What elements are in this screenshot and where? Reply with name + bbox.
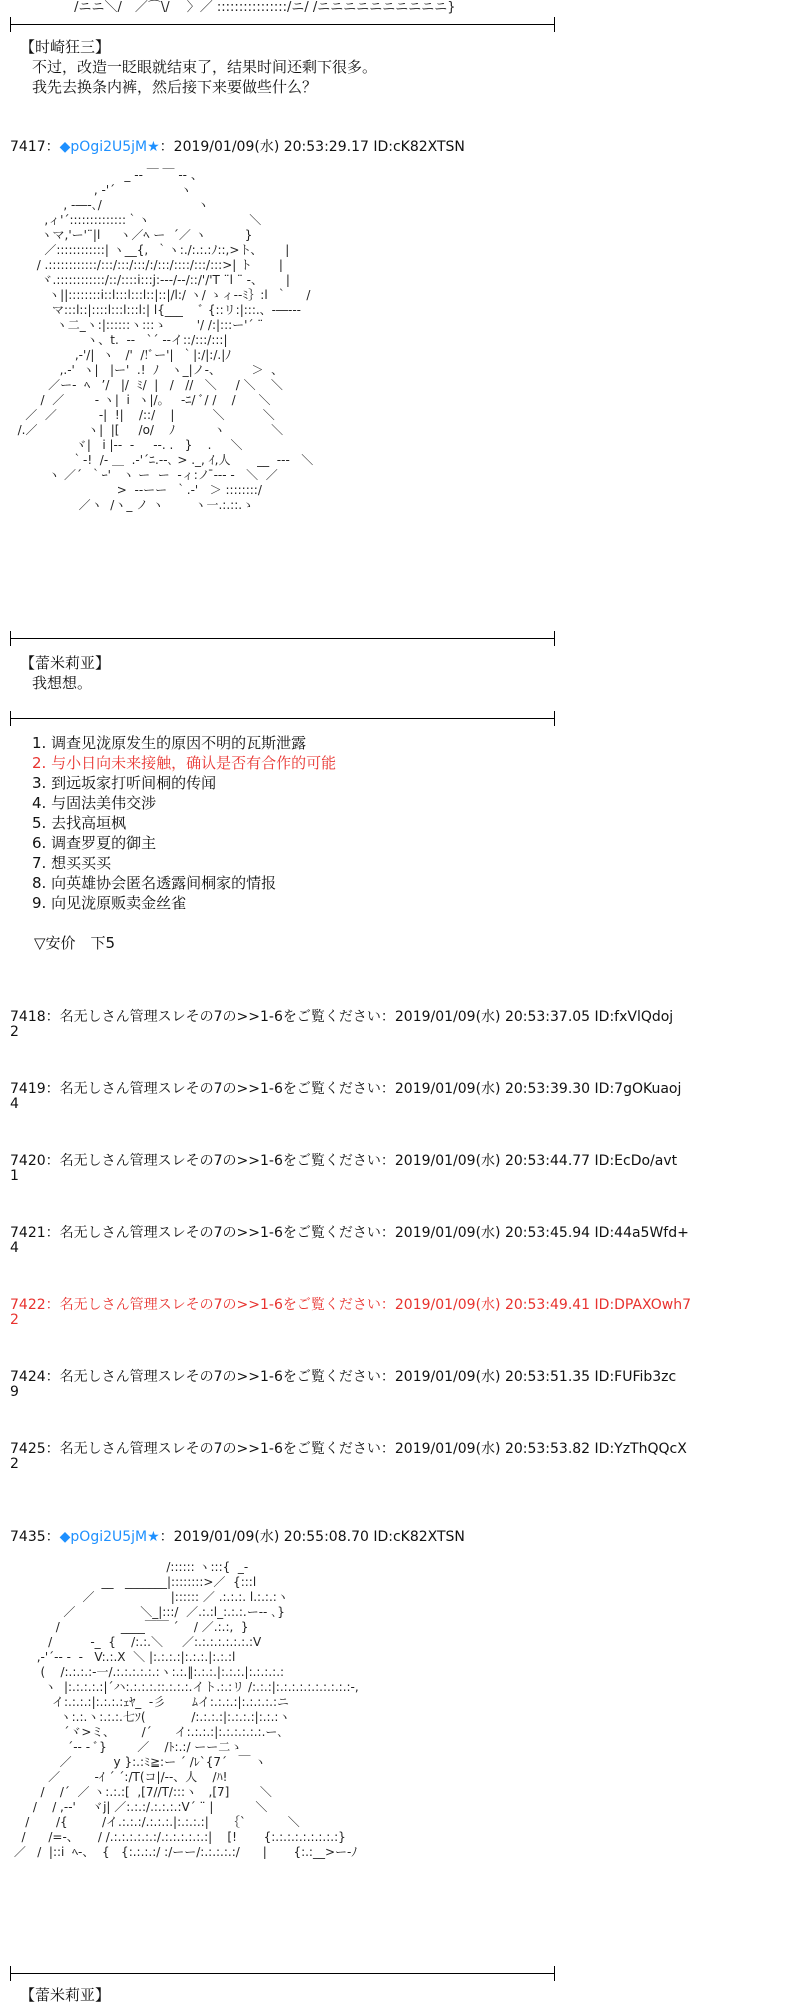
divider-4 [10,1973,555,1974]
choice-4: 4. 与固法美伟交涉 [32,794,157,812]
art-line: ヽ二_ヽ:|::::::ヽ:::ゝ '/ /:|:::ー'´ ¨ [10,318,264,332]
divider-2-right-tick [554,631,555,646]
choice-6: 6. 调查罗夏的御主 [32,834,157,852]
art-line: ,-'´-- ‐ ‐ V:.:.X ＼ |:.:.:.:|:.:.:.|:.:.:l [10,1650,236,1664]
reply-body: 2 [10,1312,19,1328]
post-meta: ：名无しさん管理スレその7の>>1-6をご覧ください：2019/01/09(水) 20:53:39.30 ID:7gOKuaoj [45,1081,682,1097]
art-line: / / ,--' ヾj| ／:.:.:/.:.:.:.:V´ ¨ | ＼ [10,1800,268,1814]
post-number[interactable]: 7419 [10,1081,46,1097]
art-line: ´‐- ‐ ﾞ} ／ /ﾄ:.:/ ーー二ゝ [10,1740,243,1754]
art-line: / ／ ‐ ヽ| i ヽ|/。 ‐ﾆ/ ﾞ/ / / ＼ [10,393,271,407]
divider-1 [10,24,555,25]
post-meta: ：名无しさん管理スレその7の>>1-6をご覧ください：2019/01/09(水) 20:53:49.41 ID:DPAXOwh7 [45,1297,692,1313]
post-number[interactable]: 7417 [10,139,46,155]
art-line: ／::::::::::::| ヽ__{, ｀ヽ:./:.:.:ﾉ::,>ト、 | [10,243,290,257]
choice-3: 3. 到远坂家打听间桐的传闻 [32,774,217,792]
art-line: ヽ |:.:.:.:.:|´ハ:.:.:.:.::.:.:.:.イト.:.:リ /:.:.:|:.:.:.:.:.:.:.:.:.:-, [10,1680,359,1694]
reply-body: 2 [10,1024,19,1040]
art-line: / .::::::::::::/:::/:::/:::/:/:::/::::/:::/:::>| ト | [10,258,283,272]
post-meta: ：名无しさん管理スレその7の>>1-6をご覧ください：2019/01/09(水) 20:53:51.35 ID:FUFib3zc [45,1369,677,1385]
art-line: ヽ ／´ ｀ｰ' ヽ ー ー ‐ィ:ノ ̄‐-- ‐ ＼ ／ [10,468,278,482]
art-line: ヾ.::::::::::::/::/::::i:::j:--‐/--/::/'/'T ¨l ¨ ‐、 | [10,273,290,287]
speaker-kurumi: 【时崎狂三】 [20,38,111,56]
divider-2-left-tick [10,631,11,646]
art-line: ( /:.:.:.:-一/.:.:.:.:.:.:ヽ:.:.‖:.:.:.|:.:.:.|:.:.:.:.: [10,1665,285,1679]
speaker-remilia-2: 【蕾米莉亚】 [20,1986,111,2004]
post-meta: ：2019/01/09(水) 20:55:08.70 ID:cK82XTSN [159,1529,465,1545]
art-line: ｀-! /- ＿ .-'´ﾆ.‐-､ > ._, ｲ,人 __ --- ＼ [10,453,314,467]
poster-trip: ◆pOgi2U5jM★ [59,1529,160,1545]
art-line: /:::::: ヽ:::{ _- [10,1560,249,1574]
art-line: イ:.:.:.:|:.:.:.:ｪﾔ_ ‐彡 ﾑイ:.:.:.:|:.:.:.:.:ニ [10,1695,290,1709]
poster-trip: ◆pOgi2U5jM★ [59,139,160,155]
divider-2 [10,638,555,639]
post-meta: ：名无しさん管理スレその7の>>1-6をご覧ください：2019/01/09(水) 20:53:53.82 ID:YzThQQcX [45,1441,687,1457]
art-line: ／ ‐ｲ ´ ´:/T(コ|/‐‐、人 /ﾊ! [10,1770,228,1784]
art-line: ／ |:::::: ／ .:.:.:. l.:.:.:ヽ [10,1590,289,1604]
post-meta: ：名无しさん管理スレその7の>>1-6をご覧ください：2019/01/09(水) 20:53:45.94 ID:44a5Wfd+ [45,1225,689,1241]
choice-7: 7. 想买买买 [32,854,112,872]
reply-body: 1 [10,1168,19,1184]
divider-3-right-tick [554,711,555,726]
post-number[interactable]: 7424 [10,1369,46,1385]
divider-3 [10,718,555,719]
divider-1-right-tick [554,17,555,32]
divider-1-left-tick [10,17,11,32]
art-line: ,ィ'´::::::::::::::｀ヽ ＼ [10,213,262,227]
art-line: , -―-､/ ヽ [10,198,210,212]
reply-body: 4 [10,1096,19,1112]
post-meta: ：2019/01/09(水) 20:53:29.17 ID:cK82XTSN [159,139,465,155]
art-line: / /=-、 / /.:.:.:.:.:.:/.:.:.:.:.:.:| [! {:.:.:.:.:.:.:.:.:} [10,1830,346,1844]
art-line: ´ヾ>ミ、 /´ イ:.:.:.:|:.:.:.:.:.:.ー､ [10,1725,284,1739]
post-meta: ：名无しさん管理スレその7の>>1-6をご覧ください：2019/01/09(水) 20:53:44.77 ID:EcDo/avt [45,1153,678,1169]
art-line: __ _______|::::::::>／ {:::l [10,1575,257,1589]
speech-remilia-line: 我想想。 [32,674,93,692]
choice-8: 8. 向英雄协会匿名透露间桐家的情报 [32,874,277,892]
choice-1: 1. 调查见泷原发生的原因不明的瓦斯泄露 [32,734,307,752]
art-line: マ:::l::|::::l:::l:::l:| l{___ ﾞ {::リ:|:::.、-―‐-- [10,303,301,317]
divider-4-right-tick [554,1966,555,1981]
choice-5: 5. 去找高垣枫 [32,814,127,832]
art-line: ／ ＼_|:::/ ／.:.:l_:.:.:.ー-‐ ､} [10,1605,285,1619]
reply-body: 2 [10,1456,19,1472]
speaker-remilia: 【蕾米莉亚】 [20,654,111,672]
art-line: ヽ:.:.ヽ:.:.:.七ｿ( /:.:.:.:|:.:.:.:|:.:.:ヽ [10,1710,291,1724]
art-line: ／ ／ ‐| !| /::/ | ＼ ＼ [10,408,275,422]
speech-line-2: 我先去换条内裤，然后接下来要做些什么？ [32,78,318,96]
post-sep: ： [45,1529,60,1545]
art-line: , ‐'´ ヽ [10,183,193,197]
choice-2: 2. 与小日向未来接触，确认是否有合作的可能 [32,754,337,772]
art-line: / ____￣￣ ´ / ／.:.:, } [10,1620,249,1634]
divider-3-left-tick [10,711,11,726]
reply-body: 4 [10,1240,19,1256]
vote-instruction: ▽安价 下5 [34,934,116,952]
post-header-7417 [10,136,465,156]
post-number[interactable]: 7418 [10,1009,46,1025]
ascii-art-kurumi [10,168,550,513]
top-ascii-art: /ニニ＼/ ／⌒\/ 〉／ ::::::::::::::::/ニ/ /ニニニニニニニニニニ} [70,0,456,15]
art-line: ,-'/| ヽ /' /!ﾞー'| ｀|:/|:/.|ﾉ [10,348,232,362]
art-line: / /{ /イ.:.:.:/.:.:.:.|:.:.:.:| ｛` ＼ [10,1815,300,1829]
ascii-art-remilia [10,1560,550,1860]
art-line: ／ y }:.:ﾐ≧:ー ´ /ﾚ`{7´ ￣ ヽ [10,1755,267,1769]
choice-9: 9. 向见泷原贩卖金丝雀 [32,894,187,912]
art-line: ヾ| i |-‐ ‐ ‐-. . } . ＼ [10,438,243,452]
post-number[interactable]: 7435 [10,1529,46,1545]
post-number[interactable]: 7421 [10,1225,46,1241]
post-number[interactable]: 7420 [10,1153,46,1169]
art-line: / /´ ／ ヽ:.:.:[ ,[7//T/:::ヽ ,[7] ＼ [10,1785,272,1799]
art-line: / -_ { /:.:.＼ ／:.:.:.:.:.:.:.:V [10,1635,262,1649]
post-number[interactable]: 7425 [10,1441,46,1457]
speech-line-1: 不过，改造一眨眼就结束了，结果时间还剩下很多。 [32,58,378,76]
reply-body: 9 [10,1384,19,1400]
art-line: ヽ||::::::::i::l:::l:::l::|::|/l:/ ヽ/ ゝィ--ﾐ｝:l ｀ / [10,288,311,302]
divider-4-left-tick [10,1966,11,1981]
art-line: ／ / |::i ﾍ-、 { {:.:.:.:/ :/ーー/:.:.:.:.:/ | {:.:__>ー‐ﾉ [10,1845,358,1859]
post-sep: ： [45,139,60,155]
art-line: ／ー‐ ﾍ ’/ |/ ﾐ/ | / // ＼ / ＼ ＼ [10,378,283,392]
art-line: ヽ、t. ‐‐ `´ ‐-イ::/:::/:::| [10,333,228,347]
post-header-7435 [10,1526,465,1546]
post-number[interactable]: 7422 [10,1297,46,1313]
art-line: /.／ ヽ| |[ /o/ ﾉ ヽ ＼ [10,423,284,437]
art-line: > ‐‐ーー ｀.-' ＞ ::::::::/ [10,483,262,497]
art-line: ヽマ,'ー'¨|l ヽ／ﾍ ー ´／ ヽ } [10,228,253,242]
art-line: ,.-' ヽ| |ー' .! ﾉ ヽ_|ノ-、 ＞ 、 [10,363,284,377]
art-line: ／ヽ /ヽ_ ノ ヽ ヽ一.:.::.ゝ [10,498,255,512]
post-meta: ：名无しさん管理スレその7の>>1-6をご覧ください：2019/01/09(水) 20:53:37.05 ID:fxVlQdoj [45,1009,674,1025]
art-line: _ -‐ ￣ ￣ ‐- 、 [10,168,203,182]
